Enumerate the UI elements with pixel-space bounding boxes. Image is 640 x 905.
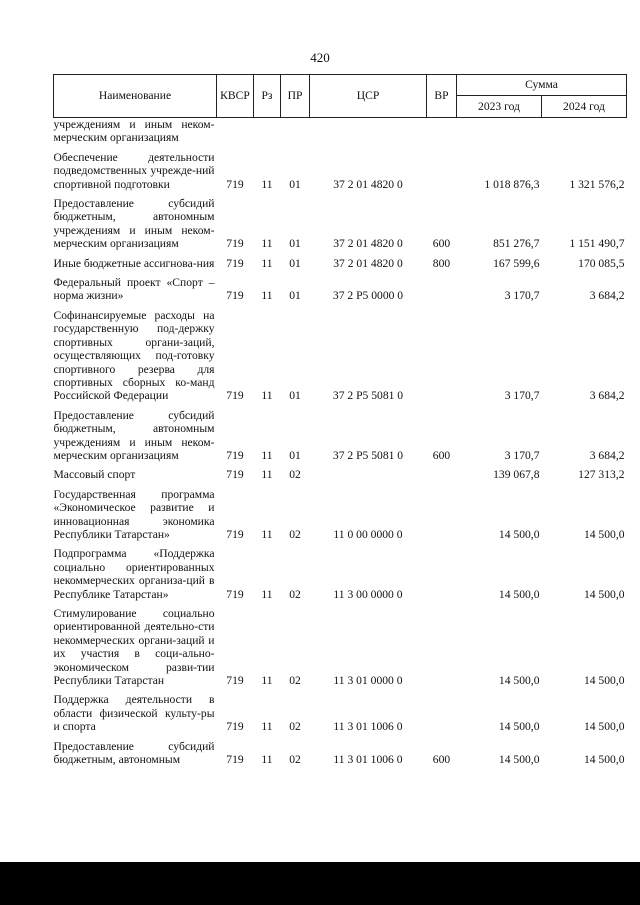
row-kvsr: 719	[226, 468, 244, 482]
row-csr: 37 2 P5 5081 0	[332, 389, 404, 403]
row-rz: 11	[261, 587, 273, 601]
row-amount-2024: 14 500,0	[583, 587, 625, 601]
row-name: Предоставление субсидий бюджетным, автономным учреждениям и иным неком-мерческим организациям	[53, 408, 215, 462]
row-kvsr: 719	[226, 289, 244, 303]
row-amount-2023: 167 599,6	[493, 256, 540, 270]
table-row	[54, 118, 627, 151]
row-pr: 02	[289, 527, 301, 541]
row-amount-2024: 3 684,2	[589, 389, 625, 403]
row-pr: 02	[289, 753, 301, 767]
row-vr	[427, 309, 457, 409]
row-amount-2023: 14 500,0	[498, 587, 540, 601]
row-vr	[427, 547, 457, 607]
row-kvsr: 719	[226, 448, 244, 462]
row-vr	[427, 607, 457, 693]
row-kvsr: 719	[226, 527, 244, 541]
table-row	[54, 607, 627, 693]
row-vr	[427, 488, 457, 548]
row-name: Поддержка деятельности в области физической культу-ры и спорта	[53, 693, 215, 734]
row-amount-2024	[542, 118, 627, 151]
page-number: 420	[310, 50, 330, 65]
table-row	[54, 740, 627, 773]
row-amount-2024: 14 500,0	[583, 674, 625, 688]
row-amount-2024: 14 500,0	[583, 527, 625, 541]
row-pr: 02	[289, 720, 301, 734]
row-rz: 11	[261, 389, 273, 403]
row-name: Предоставление субсидий бюджетным, автономным учреждениям и иным неком-мерческим организациям	[53, 197, 215, 251]
row-rz: 11	[261, 256, 273, 270]
row-pr: 02	[289, 468, 301, 482]
row-name: Государственная программа «Экономическое развитие и инновационная экономика Республики Татарстан»	[53, 487, 215, 541]
row-amount-2024: 127 313,2	[578, 468, 625, 482]
header-kvsr: КВСР	[217, 75, 254, 118]
row-vr: 800	[432, 256, 451, 270]
table-row	[54, 409, 627, 469]
row-rz: 11	[261, 448, 273, 462]
row-rz: 11	[261, 674, 273, 688]
table-row	[54, 547, 627, 607]
row-amount-2024: 1 321 576,2	[569, 177, 625, 191]
row-rz: 11	[261, 720, 273, 734]
table-body	[54, 118, 627, 773]
row-amount-2023: 3 170,7	[504, 389, 540, 403]
row-kvsr: 719	[226, 587, 244, 601]
row-rz: 11	[261, 527, 273, 541]
row-amount-2023: 14 500,0	[498, 720, 540, 734]
row-kvsr: 719	[226, 237, 244, 251]
row-name: Федеральный проект «Спорт – норма жизни»	[53, 276, 215, 303]
row-rz: 11	[261, 237, 273, 251]
row-rz: 11	[261, 177, 273, 191]
row-name: Предоставление субсидий бюджетным, автономным	[53, 739, 215, 767]
header-vr: ВР	[427, 75, 457, 118]
row-amount-2024: 1 151 490,7	[569, 237, 625, 251]
row-name: Стимулирование социально ориентированной деятельно-сти некоммерческих органи-заций и их участия в соци-ально-экономическом разви-тии Республики Татарстан	[53, 607, 215, 688]
row-amount-2023: 14 500,0	[498, 753, 540, 767]
table-row	[54, 693, 627, 739]
row-pr: 02	[289, 674, 301, 688]
row-csr: 11 0 00 0000 0	[333, 527, 403, 541]
row-pr: 01	[289, 448, 301, 462]
row-name: Массовый спорт	[53, 468, 136, 482]
row-vr	[427, 151, 457, 197]
row-amount-2023: 3 170,7	[504, 289, 540, 303]
row-pr: 02	[289, 587, 301, 601]
row-amount-2023: 14 500,0	[498, 527, 540, 541]
row-pr: 01	[289, 289, 301, 303]
row-csr: 37 2 P5 0000 0	[332, 289, 404, 303]
header-pr: ПР	[281, 75, 310, 118]
table-header	[54, 75, 627, 118]
row-name: учреждениям и иным неком-мерческим организациям	[53, 118, 215, 145]
row-csr: 11 3 01 0000 0	[333, 674, 403, 688]
row-kvsr: 719	[226, 389, 244, 403]
header-sum: Сумма	[457, 75, 627, 96]
row-name: Иные бюджетные ассигнова-ния	[53, 256, 215, 270]
row-csr	[310, 468, 427, 487]
row-kvsr: 719	[226, 753, 244, 767]
row-amount-2024: 3 684,2	[589, 448, 625, 462]
table-row	[54, 488, 627, 548]
row-name: Софинансируемые расходы на государственную под-держку спортивных органи-заций, осуществляющих под-готовку спортивного резерва для спортивных сборных ко-манд Российской Федерации	[53, 308, 215, 403]
row-vr	[427, 276, 457, 309]
row-name: Обеспечение деятельности подведомственных учрежде-ний спортивной подготовки	[53, 150, 215, 191]
header-year-2023: 2023 год	[457, 96, 542, 118]
header-rz: Рз	[254, 75, 281, 118]
row-csr: 37 2 01 4820 0	[333, 237, 403, 251]
row-vr	[427, 468, 457, 487]
row-csr: 37 2 01 4820 0	[333, 177, 403, 191]
row-pr: 01	[289, 177, 301, 191]
row-rz: 11	[261, 468, 273, 482]
row-rz	[254, 118, 281, 151]
row-kvsr: 719	[226, 256, 244, 270]
row-name: Подпрограмма «Поддержка социально ориентированных некоммерческих организа-ций в Республике Татарстан»	[53, 547, 215, 601]
table-row	[54, 309, 627, 409]
row-pr	[281, 118, 310, 151]
scan-border	[0, 862, 640, 905]
row-vr	[427, 693, 457, 739]
row-csr: 11 3 01 1006 0	[333, 720, 403, 734]
row-amount-2023: 3 170,7	[504, 448, 540, 462]
row-amount-2023: 1 018 876,3	[484, 177, 540, 191]
row-pr: 01	[289, 237, 301, 251]
row-amount-2023: 851 276,7	[493, 237, 540, 251]
header-name: Наименование	[54, 75, 217, 118]
row-vr	[427, 118, 457, 151]
row-amount-2024: 170 085,5	[578, 256, 625, 270]
row-amount-2023	[457, 118, 542, 151]
row-kvsr	[217, 118, 254, 151]
table-row	[54, 257, 627, 276]
table-row	[54, 276, 627, 309]
budget-table	[53, 74, 627, 772]
row-amount-2024: 14 500,0	[583, 720, 625, 734]
header-csr: ЦСР	[310, 75, 427, 118]
row-vr: 600	[432, 753, 451, 767]
row-vr: 600	[432, 448, 451, 462]
row-rz: 11	[261, 289, 273, 303]
row-kvsr: 719	[226, 177, 244, 191]
header-year-2024: 2024 год	[542, 96, 627, 118]
row-csr: 11 3 00 0000 0	[333, 587, 403, 601]
table-row	[54, 197, 627, 257]
table-row	[54, 151, 627, 197]
row-pr: 01	[289, 389, 301, 403]
row-amount-2023: 14 500,0	[498, 674, 540, 688]
row-amount-2024: 3 684,2	[589, 289, 625, 303]
row-rz: 11	[261, 753, 273, 767]
row-kvsr: 719	[226, 674, 244, 688]
row-kvsr: 719	[226, 720, 244, 734]
table-row	[54, 468, 627, 487]
row-csr: 37 2 01 4820 0	[333, 256, 403, 270]
row-csr	[310, 118, 427, 151]
row-amount-2023: 139 067,8	[493, 468, 540, 482]
row-vr: 600	[432, 237, 451, 251]
row-pr: 01	[289, 256, 301, 270]
row-csr: 37 2 P5 5081 0	[332, 448, 404, 462]
row-amount-2024: 14 500,0	[583, 753, 625, 767]
row-csr: 11 3 01 1006 0	[333, 753, 403, 767]
